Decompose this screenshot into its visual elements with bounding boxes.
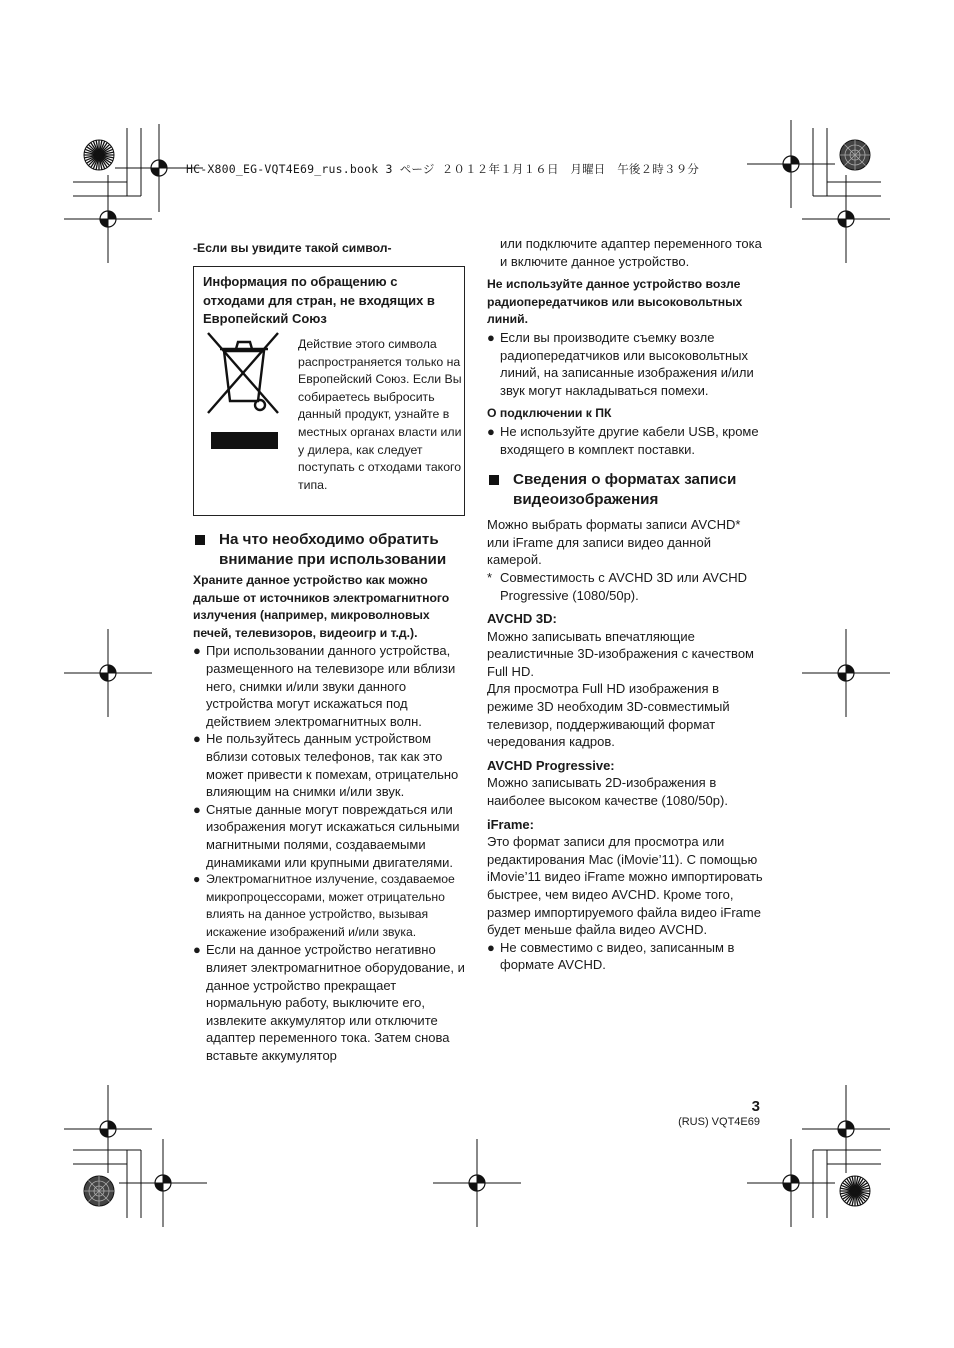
list-item: ● Снятые данные могут повреждаться или изображения могут искажаться сильными магнитными полями, создаваемыми динамиками или крупными двигателями. [193, 801, 460, 870]
weee-box-title: Информация по обращению с отходами для стран, не входящих в Европейский Союз [203, 274, 435, 326]
right-column [487, 235, 763, 974]
left-column-body [193, 530, 471, 1065]
iframe-title: iFrame: [487, 816, 534, 832]
list-item: ● Если на данное устройство негативно влияет электромагнитное оборудование, и данное устройство прекращает нормальную работу, выключите его, извлеките аккумулятор или отключите адаптер переменного тока. Затем снова вставьте аккумулятор [193, 942, 465, 1064]
file-header: HC-X800_EG-VQT4E69_rus.book 3 ページ ２０１２年１月１６日 月曜日 午後２時３９分 [186, 162, 700, 176]
formats-footnote: * Совместимость с AVCHD 3D или AVCHD Progressive (1080/50p). [487, 569, 748, 603]
radio-warning: Не используйте данное устройство возле радиопередатчиков или высоковольтных линий. [487, 277, 743, 327]
list-item: ● Не используйте другие кабели USB, кроме входящего в комплект поставки. [487, 423, 759, 457]
formats-text: Можно выбрать форматы записи AVCHD* или iFrame для записи видео данной камерой. [487, 517, 741, 568]
weee-info-box [193, 266, 465, 516]
avchd3d-text-2: Для просмотра Full HD изображения в режиме 3D необходим 3D-совместимый телевизор, поддерживающий формат чередования кадров. [487, 681, 730, 750]
section-usage-title: На что необходимо обратить внимание при использовании [193, 530, 471, 570]
avchd3d-title: AVCHD 3D: [487, 611, 557, 627]
left-column [193, 240, 468, 258]
section-formats-title: Сведения о форматах записи видеоизображения [487, 470, 763, 510]
iframe-text: Это формат записи для просмотра или редактирования Mac (iMovie’11). С помощью iMovie’11 видео iFrame можно импортировать быстрее, чем видео AVCHD. Кроме того, размер импортируемого файла видео iFrame будет меньше файла видео AVCHD. [487, 834, 763, 938]
list-item: ● Не пользуйтесь данным устройством вблизи сотовых телефонов, так как это может привести к помехам, отрицательно влияющим на снимки и/или звук. [193, 731, 459, 800]
progressive-text: Можно записывать 2D-изображения в наиболее высоком качестве (1080/50p). [487, 775, 728, 809]
list-item: ● Не совместимо с видео, записанным в формате AVCHD. [487, 939, 735, 973]
avchd3d-text: Можно записывать впечатляющие реалистичные 3D-изображения с качеством Full HD. [487, 628, 754, 679]
weee-box-text: Действие этого символа распространяется только на Европейский Союз. Если Вы собираетесь выбросить данный продукт, узнайте в местных органах власти или у дилера, как следует поступать с отходами такого типа. [298, 337, 462, 492]
symbol-intro: -Если вы увидите такой символ- [193, 241, 392, 255]
progressive-title: AVCHD Progressive: [487, 757, 615, 773]
black-square-icon [195, 535, 205, 545]
weee-black-bar [211, 432, 278, 449]
list-item: ● Электромагнитное излучение, создаваемое микропроцессорами, может отрицательно влиять на данное устройство, вызывая искажение изображений и/или звука. [193, 872, 455, 939]
emi-warning: Храните данное устройство как можно дальше от источников электромагнитного излучения (например, микроволновых печей, телевизоров, видеоигр и т.д.). [193, 573, 450, 640]
continuation-text: или подключите адаптер переменного тока и включите данное устройство. [500, 236, 762, 269]
crossed-out-wheelie-bin-icon [204, 329, 284, 424]
list-item: ● Если вы производите съемку возле радиопередатчиков или высоковольтных линий, на записанные изображения и/или звук могут накладываться помехи. [487, 329, 754, 398]
list-item: ● При использовании данного устройства, размещенного на телевизоре или вблизи него, снимки и/или звуки данного устройства могут искажаться под действием электромагнитных волн. [193, 643, 456, 729]
black-square-icon [489, 475, 499, 485]
document-code: (RUS) VQT4E69 [678, 1116, 760, 1128]
page-number: 3 [751, 1098, 760, 1115]
pc-connection-title: О подключении к ПК [487, 406, 612, 421]
